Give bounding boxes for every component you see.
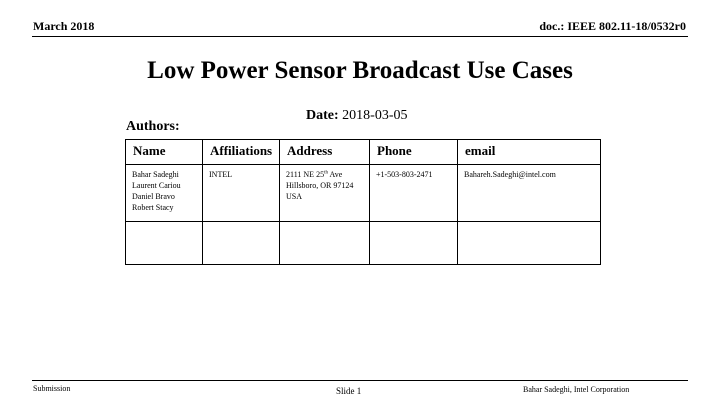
footer-author: Bahar Sadeghi, Intel Corporation [523, 385, 630, 394]
header-email: email [458, 140, 601, 165]
empty-cell [458, 222, 601, 265]
header-address: Address [280, 140, 370, 165]
address-line-2: Hillsboro, OR 97124 [286, 181, 354, 190]
author-name: Robert Stacy [132, 203, 174, 212]
empty-cell [280, 222, 370, 265]
cell-email: Bahareh.Sadeghi@intel.com [458, 165, 601, 222]
empty-cell [126, 222, 203, 265]
footer-slide-number: Slide 1 [336, 386, 362, 396]
header-phone: Phone [370, 140, 458, 165]
header-divider [32, 36, 688, 37]
authors-table [125, 139, 601, 265]
cell-names [126, 165, 203, 222]
cell-address [280, 165, 370, 222]
author-name: Laurent Cariou [132, 181, 181, 190]
table-row [126, 165, 601, 222]
author-name: Bahar Sadeghi [132, 170, 179, 179]
header-date: March 2018 [33, 19, 95, 33]
header-affiliations: Affiliations [203, 140, 280, 165]
table-row [126, 222, 601, 265]
date-value: 2018-03-05 [342, 108, 408, 123]
cell-phone: +1-503-803-2471 [370, 165, 458, 222]
date-label: Date: [306, 108, 339, 123]
empty-cell [370, 222, 458, 265]
empty-cell [203, 222, 280, 265]
date-line [306, 108, 407, 124]
footer-submission: Submission [33, 384, 71, 393]
author-name: Daniel Bravo [132, 192, 175, 201]
footer-divider [32, 380, 688, 381]
header-name: Name [126, 140, 203, 165]
authors-label: Authors: [126, 119, 180, 134]
address-line-1: 2111 NE 25th Ave [286, 170, 343, 179]
address-line-3: USA [286, 192, 303, 201]
slide-title: Low Power Sensor Broadcast Use Cases [147, 57, 573, 84]
header-doc-id: doc.: IEEE 802.11-18/0532r0 [539, 19, 686, 33]
table-header-row [126, 140, 601, 165]
cell-affiliation: INTEL [203, 165, 280, 222]
